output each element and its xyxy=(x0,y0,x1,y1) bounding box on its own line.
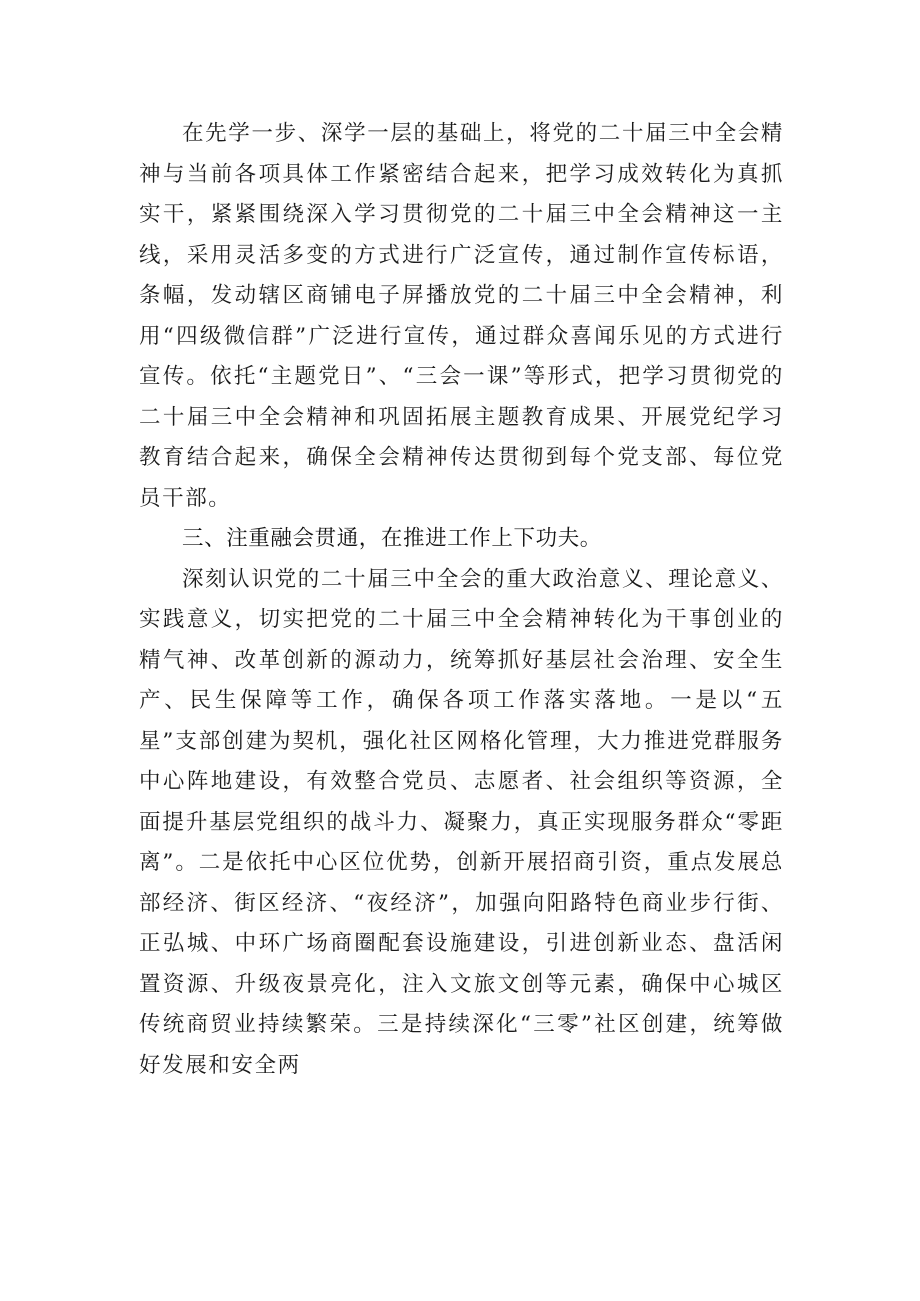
document-body xyxy=(139,114,784,1086)
paragraph-integration: 深刻认识党的二十届三中全会的重大政治意义、理论意义、实践意义，切实把党的二十届三中全会精神转化为干事创业的精气神、改革创新的源动力，统筹抓好基层社会治理、安全生产、民生保障等工作，确保各项工作落实落地。一是以“五星”支部创建为契机，强化社区网格化管理，大力推进党群服务中心阵地建设，有效整合党员、志愿者、社会组织等资源，全面提升基层党组织的战斗力、凝聚力，真正实现服务群众“零距离”。二是依托中心区位优势，创新开展招商引资，重点发展总部经济、街区经济、“夜经济”，加强向阳路特色商业步行街、正弘城、中环广场商圈配套设施建设，引进创新业态、盘活闲置资源、升级夜景亮化，注入文旅文创等元素，确保中心城区传统商贸业持续繁荣。三是持续深化“三零”社区创建，统筹做好发展和安全两 xyxy=(139,566,784,1078)
paragraph-propaganda: 在先学一步、深学一层的基础上，将党的二十届三中全会精神与当前各项具体工作紧密结合起来，把学习成效转化为真抓实干，紧紧围绕深入学习贯彻党的二十届三中全会精神这一主线，采用灵活多变的方式进行广泛宣传，通过制作宣传标语，条幅，发动辖区商铺电子屏播放党的二十届三中全会精神，利用“四级微信群”广泛进行宣传，通过群众喜闻乐见的方式进行宣传。依托“主题党日”、“三会一课”等形式，把学习贯彻党的二十届三中全会精神和巩固拓展主题教育成果、开展党纪学习教育结合起来，确保全会精神传达贯彻到每个党支部、每位党员干部。 xyxy=(139,121,784,511)
section-heading: 三、注重融会贯通，在推进工作上下功夫。 xyxy=(182,526,602,551)
